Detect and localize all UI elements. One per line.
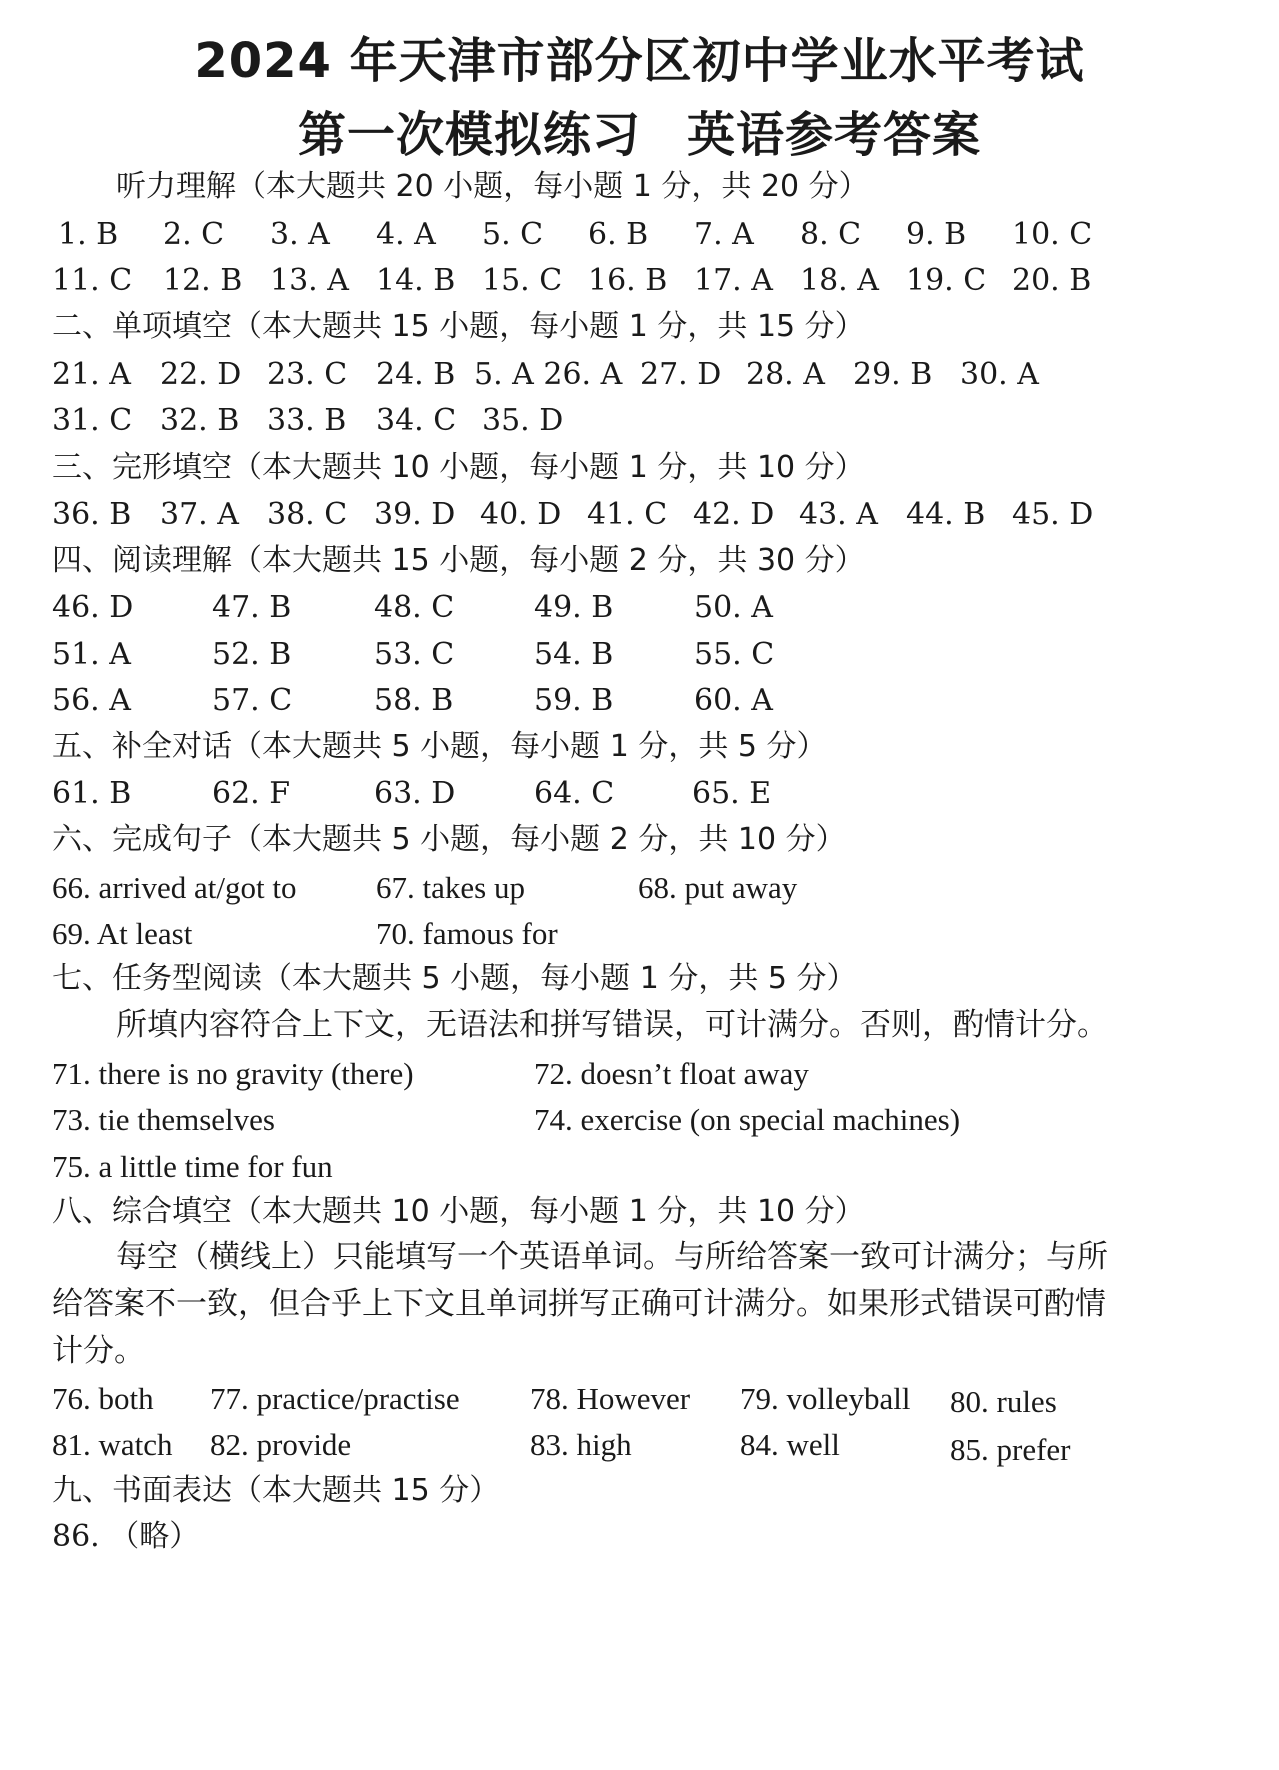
answer-item: 78. However — [530, 1381, 691, 1416]
answer-item: 64. C — [534, 776, 615, 811]
subtitle-part-2: 英语参考答案 — [687, 107, 982, 163]
answer-item: 53. C — [374, 637, 455, 672]
answer-item: 44. B — [906, 497, 986, 532]
answer-item: 71. there is no gravity (there) — [52, 1056, 414, 1091]
answer-item: 2. C — [163, 217, 225, 252]
answer-item: 23. C — [267, 357, 348, 392]
answer-item: 17. A — [694, 263, 773, 298]
answer-item: 15. C — [482, 263, 563, 298]
answer-item: 24. B — [376, 357, 456, 392]
answer-item: 61. B — [52, 776, 132, 811]
answer-item: 50. A — [694, 590, 773, 625]
answer-item: 62. F — [212, 776, 291, 811]
answer-item: 48. C — [374, 590, 455, 625]
answer-item: 81. watch — [52, 1427, 173, 1462]
answer-item: 1. B — [58, 217, 119, 252]
section-comprehensive-note-line: 每空（横线上）只能填写一个英语单词。与所给答案一致可计满分；与所 — [116, 1239, 1108, 1275]
answer-item: 33. B — [267, 403, 347, 438]
answer-item: 31. C — [52, 403, 133, 438]
writing-answer: 86. （略） — [52, 1519, 200, 1554]
answer-item: 55. C — [694, 637, 775, 672]
answer-item: 65. E — [692, 776, 772, 811]
section-heading-listening: 听力理解（本大题共 20 小题，每小题 1 分，共 20 分） — [116, 169, 869, 204]
answer-item: 80. rules — [950, 1384, 1057, 1419]
section-heading-dialogue: 五、补全对话（本大题共 5 小题，每小题 1 分，共 5 分） — [52, 729, 827, 764]
answer-item: 58. B — [374, 683, 454, 718]
section-comprehensive-note-line: 给答案不一致，但合乎上下文且单词拼写正确可计满分。如果形式错误可酌情 — [52, 1286, 1106, 1322]
answer-item: 41. C — [587, 497, 668, 532]
answer-item: 10. C — [1012, 217, 1093, 252]
answer-item: 5. A 26. A — [474, 357, 623, 392]
answer-item: 63. D — [374, 776, 456, 811]
answer-item: 68. put away — [638, 870, 798, 905]
answer-item: 56. A — [52, 683, 131, 718]
answer-item: 14. B — [376, 263, 456, 298]
answer-item: 39. D — [374, 497, 456, 532]
answer-item: 16. B — [588, 263, 668, 298]
answer-item: 9. B — [906, 217, 967, 252]
section-heading-task-reading: 七、任务型阅读（本大题共 5 小题，每小题 1 分，共 5 分） — [52, 961, 857, 996]
answer-item: 76. both — [52, 1381, 154, 1416]
answer-item: 29. B — [853, 357, 933, 392]
answer-item: 57. C — [212, 683, 293, 718]
answer-item: 13. A — [270, 263, 349, 298]
document-title: 2024 年天津市部分区初中学业水平考试 — [194, 33, 1085, 89]
answer-item: 85. prefer — [950, 1432, 1071, 1467]
section-comprehensive-note-line: 计分。 — [52, 1333, 145, 1369]
answer-item: 7. A — [694, 217, 754, 252]
answer-item: 42. D — [693, 497, 775, 532]
answer-item: 45. D — [1012, 497, 1094, 532]
answer-item: 3. A — [270, 217, 330, 252]
answer-item: 35. D — [482, 403, 564, 438]
section-heading-reading: 四、阅读理解（本大题共 15 小题，每小题 2 分，共 30 分） — [52, 543, 865, 578]
subtitle-part-1: 第一次模拟练习 — [297, 107, 641, 163]
answer-item: 73. tie themselves — [52, 1102, 275, 1137]
answer-item: 49. B — [534, 590, 614, 625]
answer-item: 37. A — [160, 497, 239, 532]
answer-item: 11. C — [52, 263, 133, 298]
answer-item: 83. high — [530, 1427, 632, 1462]
answer-item: 75. a little time for fun — [52, 1149, 333, 1184]
answer-item: 34. C — [376, 403, 457, 438]
answer-item: 4. A — [376, 217, 436, 252]
section-heading-comprehensive: 八、综合填空（本大题共 10 小题，每小题 1 分，共 10 分） — [52, 1194, 865, 1229]
answer-item: 6. B — [588, 217, 649, 252]
section-heading-writing: 九、书面表达（本大题共 15 分） — [52, 1473, 500, 1508]
answer-item: 67. takes up — [376, 870, 525, 905]
answer-item: 40. D — [480, 497, 562, 532]
answer-item: 82. provide — [210, 1427, 352, 1462]
answer-item: 66. arrived at/got to — [52, 870, 297, 905]
answer-item: 72. doesn’t float away — [534, 1056, 809, 1091]
answer-item: 43. A — [799, 497, 878, 532]
answer-item: 8. C — [800, 217, 862, 252]
answer-item: 54. B — [534, 637, 614, 672]
section-heading-sentences: 六、完成句子（本大题共 5 小题，每小题 2 分，共 10 分） — [52, 822, 846, 857]
answer-item: 28. A — [746, 357, 825, 392]
answer-item: 70. famous for — [376, 916, 558, 951]
answer-item: 69. At least — [52, 916, 193, 951]
answer-item: 30. A — [960, 357, 1039, 392]
answer-item: 46. D — [52, 590, 134, 625]
section-task-reading-note: 所填内容符合上下文，无语法和拼写错误，可计满分。否则，酌情计分。 — [116, 1007, 1108, 1043]
section-heading-cloze: 三、完形填空（本大题共 10 小题，每小题 1 分，共 10 分） — [52, 450, 865, 485]
document-subtitle — [0, 96, 1279, 165]
answer-item: 20. B — [1012, 263, 1092, 298]
answer-item: 51. A — [52, 637, 131, 672]
answer-item: 84. well — [740, 1427, 840, 1462]
answer-item: 59. B — [534, 683, 614, 718]
answer-item: 12. B — [163, 263, 243, 298]
answer-item: 74. exercise (on special machines) — [534, 1102, 961, 1137]
answer-item: 32. B — [160, 403, 240, 438]
answer-item: 79. volleyball — [740, 1381, 911, 1416]
answer-item: 22. D — [160, 357, 242, 392]
answer-item: 5. C — [482, 217, 544, 252]
answer-item: 19. C — [906, 263, 987, 298]
answer-item: 27. D — [640, 357, 722, 392]
answer-item: 38. C — [267, 497, 348, 532]
answer-item: 60. A — [694, 683, 773, 718]
answer-item: 77. practice/practise — [210, 1381, 460, 1416]
answer-item: 52. B — [212, 637, 292, 672]
section-heading-single-choice: 二、单项填空（本大题共 15 小题，每小题 1 分，共 15 分） — [52, 309, 865, 344]
answer-item: 21. A — [52, 357, 131, 392]
answer-item: 47. B — [212, 590, 292, 625]
answer-item: 18. A — [800, 263, 879, 298]
answer-item: 36. B — [52, 497, 132, 532]
